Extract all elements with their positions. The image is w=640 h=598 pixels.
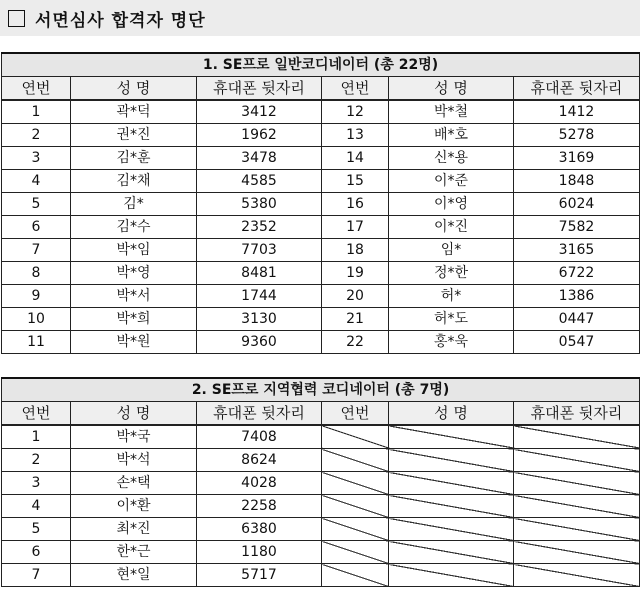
serial-number-cell: 4	[2, 170, 71, 193]
serial-number-cell: 5	[2, 193, 71, 216]
phone-last-digits-cell: 5717	[197, 564, 322, 587]
phone-last-digits-cell: 3169	[514, 147, 640, 170]
table-row	[2, 193, 640, 216]
name-cell: 이*진	[389, 216, 514, 239]
section-title-row	[2, 53, 640, 77]
page-title-bar	[0, 0, 640, 36]
name-cell: 김*채	[71, 170, 197, 193]
column-header: 성 명	[71, 77, 197, 101]
name-cell: 박*임	[71, 239, 197, 262]
empty-diagonal-cell	[514, 518, 640, 541]
column-header: 휴대폰 뒷자리	[197, 77, 322, 101]
empty-diagonal-cell	[514, 449, 640, 472]
empty-diagonal-cell	[389, 425, 514, 449]
table-row	[2, 262, 640, 285]
table-row	[2, 449, 640, 472]
column-header: 성 명	[389, 402, 514, 426]
name-cell: 박*영	[71, 262, 197, 285]
serial-number-cell: 4	[2, 495, 71, 518]
serial-number-cell: 5	[2, 518, 71, 541]
serial-number-cell: 15	[322, 170, 389, 193]
serial-number-cell: 1	[2, 100, 71, 124]
empty-diagonal-cell	[514, 495, 640, 518]
table-row	[2, 285, 640, 308]
name-cell: 허*	[389, 285, 514, 308]
name-cell: 한*근	[71, 541, 197, 564]
phone-last-digits-cell: 1386	[514, 285, 640, 308]
serial-number-cell: 21	[322, 308, 389, 331]
phone-last-digits-cell: 1962	[197, 124, 322, 147]
name-cell: 최*진	[71, 518, 197, 541]
name-cell: 현*일	[71, 564, 197, 587]
phone-last-digits-cell: 5380	[197, 193, 322, 216]
name-cell: 손*택	[71, 472, 197, 495]
empty-diagonal-cell	[322, 518, 389, 541]
general-coordinator-table	[1, 52, 640, 354]
serial-number-cell: 20	[322, 285, 389, 308]
empty-diagonal-cell	[514, 425, 640, 449]
name-cell: 배*호	[389, 124, 514, 147]
phone-last-digits-cell: 3165	[514, 239, 640, 262]
phone-last-digits-cell: 7582	[514, 216, 640, 239]
empty-diagonal-cell	[322, 495, 389, 518]
table-row	[2, 564, 640, 587]
table-row	[2, 239, 640, 262]
column-header: 연번	[322, 77, 389, 101]
name-cell: 박*석	[71, 449, 197, 472]
phone-last-digits-cell: 2258	[197, 495, 322, 518]
checkbox-square-icon	[8, 10, 25, 27]
table-row	[2, 425, 640, 449]
phone-last-digits-cell: 2352	[197, 216, 322, 239]
serial-number-cell: 7	[2, 239, 71, 262]
empty-diagonal-cell	[322, 541, 389, 564]
name-cell: 정*한	[389, 262, 514, 285]
phone-last-digits-cell: 0547	[514, 331, 640, 354]
table-row	[2, 147, 640, 170]
serial-number-cell: 17	[322, 216, 389, 239]
empty-diagonal-cell	[389, 472, 514, 495]
phone-last-digits-cell: 8481	[197, 262, 322, 285]
name-cell: 권*진	[71, 124, 197, 147]
empty-diagonal-cell	[389, 541, 514, 564]
name-cell: 김*훈	[71, 147, 197, 170]
empty-diagonal-cell	[389, 518, 514, 541]
phone-last-digits-cell: 1848	[514, 170, 640, 193]
column-header: 연번	[2, 77, 71, 101]
name-cell: 김*	[71, 193, 197, 216]
table-row	[2, 216, 640, 239]
column-header: 휴대폰 뒷자리	[514, 77, 640, 101]
section-title-row	[2, 378, 640, 402]
section-title: 2. SE프로 지역협력 코디네이터 (총 7명)	[2, 378, 640, 402]
serial-number-cell: 11	[2, 331, 71, 354]
table-row	[2, 518, 640, 541]
name-cell: 박*희	[71, 308, 197, 331]
column-header: 연번	[2, 402, 71, 426]
serial-number-cell: 22	[322, 331, 389, 354]
name-cell: 이*환	[71, 495, 197, 518]
serial-number-cell: 12	[322, 100, 389, 124]
empty-diagonal-cell	[514, 472, 640, 495]
name-cell: 곽*덕	[71, 100, 197, 124]
empty-diagonal-cell	[389, 495, 514, 518]
table-row	[2, 170, 640, 193]
serial-number-cell: 8	[2, 262, 71, 285]
table-row	[2, 331, 640, 354]
empty-diagonal-cell	[322, 472, 389, 495]
phone-last-digits-cell: 6380	[197, 518, 322, 541]
phone-last-digits-cell: 3412	[197, 100, 322, 124]
serial-number-cell: 10	[2, 308, 71, 331]
empty-diagonal-cell	[322, 449, 389, 472]
name-cell: 허*도	[389, 308, 514, 331]
phone-last-digits-cell: 4028	[197, 472, 322, 495]
section-title: 1. SE프로 일반코디네이터 (총 22명)	[2, 53, 640, 77]
serial-number-cell: 7	[2, 564, 71, 587]
serial-number-cell: 16	[322, 193, 389, 216]
serial-number-cell: 9	[2, 285, 71, 308]
name-cell: 이*영	[389, 193, 514, 216]
table-row	[2, 124, 640, 147]
table-row	[2, 541, 640, 564]
serial-number-cell: 1	[2, 425, 71, 449]
name-cell: 박*원	[71, 331, 197, 354]
column-header: 휴대폰 뒷자리	[197, 402, 322, 426]
name-cell: 박*서	[71, 285, 197, 308]
phone-last-digits-cell: 3478	[197, 147, 322, 170]
regional-coordinator-table	[1, 377, 640, 587]
phone-last-digits-cell: 7408	[197, 425, 322, 449]
serial-number-cell: 6	[2, 216, 71, 239]
column-header: 연번	[322, 402, 389, 426]
name-cell: 박*철	[389, 100, 514, 124]
table-row	[2, 308, 640, 331]
phone-last-digits-cell: 5278	[514, 124, 640, 147]
name-cell: 박*국	[71, 425, 197, 449]
phone-last-digits-cell: 1744	[197, 285, 322, 308]
phone-last-digits-cell: 1180	[197, 541, 322, 564]
column-header: 휴대폰 뒷자리	[514, 402, 640, 426]
phone-last-digits-cell: 6024	[514, 193, 640, 216]
phone-last-digits-cell: 0447	[514, 308, 640, 331]
table-header-row	[2, 77, 640, 101]
name-cell: 홍*욱	[389, 331, 514, 354]
serial-number-cell: 13	[322, 124, 389, 147]
name-cell: 이*준	[389, 170, 514, 193]
empty-diagonal-cell	[389, 564, 514, 587]
name-cell: 임*	[389, 239, 514, 262]
table-header-row	[2, 402, 640, 426]
serial-number-cell: 2	[2, 124, 71, 147]
empty-diagonal-cell	[389, 449, 514, 472]
serial-number-cell: 6	[2, 541, 71, 564]
table-row	[2, 495, 640, 518]
phone-last-digits-cell: 7703	[197, 239, 322, 262]
page-title: 서면심사 합격자 명단	[35, 10, 206, 31]
serial-number-cell: 18	[322, 239, 389, 262]
table-row	[2, 100, 640, 124]
column-header: 성 명	[71, 402, 197, 426]
phone-last-digits-cell: 1412	[514, 100, 640, 124]
empty-diagonal-cell	[514, 541, 640, 564]
phone-last-digits-cell: 3130	[197, 308, 322, 331]
phone-last-digits-cell: 4585	[197, 170, 322, 193]
serial-number-cell: 14	[322, 147, 389, 170]
name-cell: 김*수	[71, 216, 197, 239]
empty-diagonal-cell	[322, 425, 389, 449]
empty-diagonal-cell	[514, 564, 640, 587]
empty-diagonal-cell	[322, 564, 389, 587]
column-header: 성 명	[389, 77, 514, 101]
serial-number-cell: 19	[322, 262, 389, 285]
serial-number-cell: 3	[2, 147, 71, 170]
serial-number-cell: 3	[2, 472, 71, 495]
phone-last-digits-cell: 6722	[514, 262, 640, 285]
phone-last-digits-cell: 9360	[197, 331, 322, 354]
phone-last-digits-cell: 8624	[197, 449, 322, 472]
name-cell: 신*용	[389, 147, 514, 170]
table-row	[2, 472, 640, 495]
serial-number-cell: 2	[2, 449, 71, 472]
